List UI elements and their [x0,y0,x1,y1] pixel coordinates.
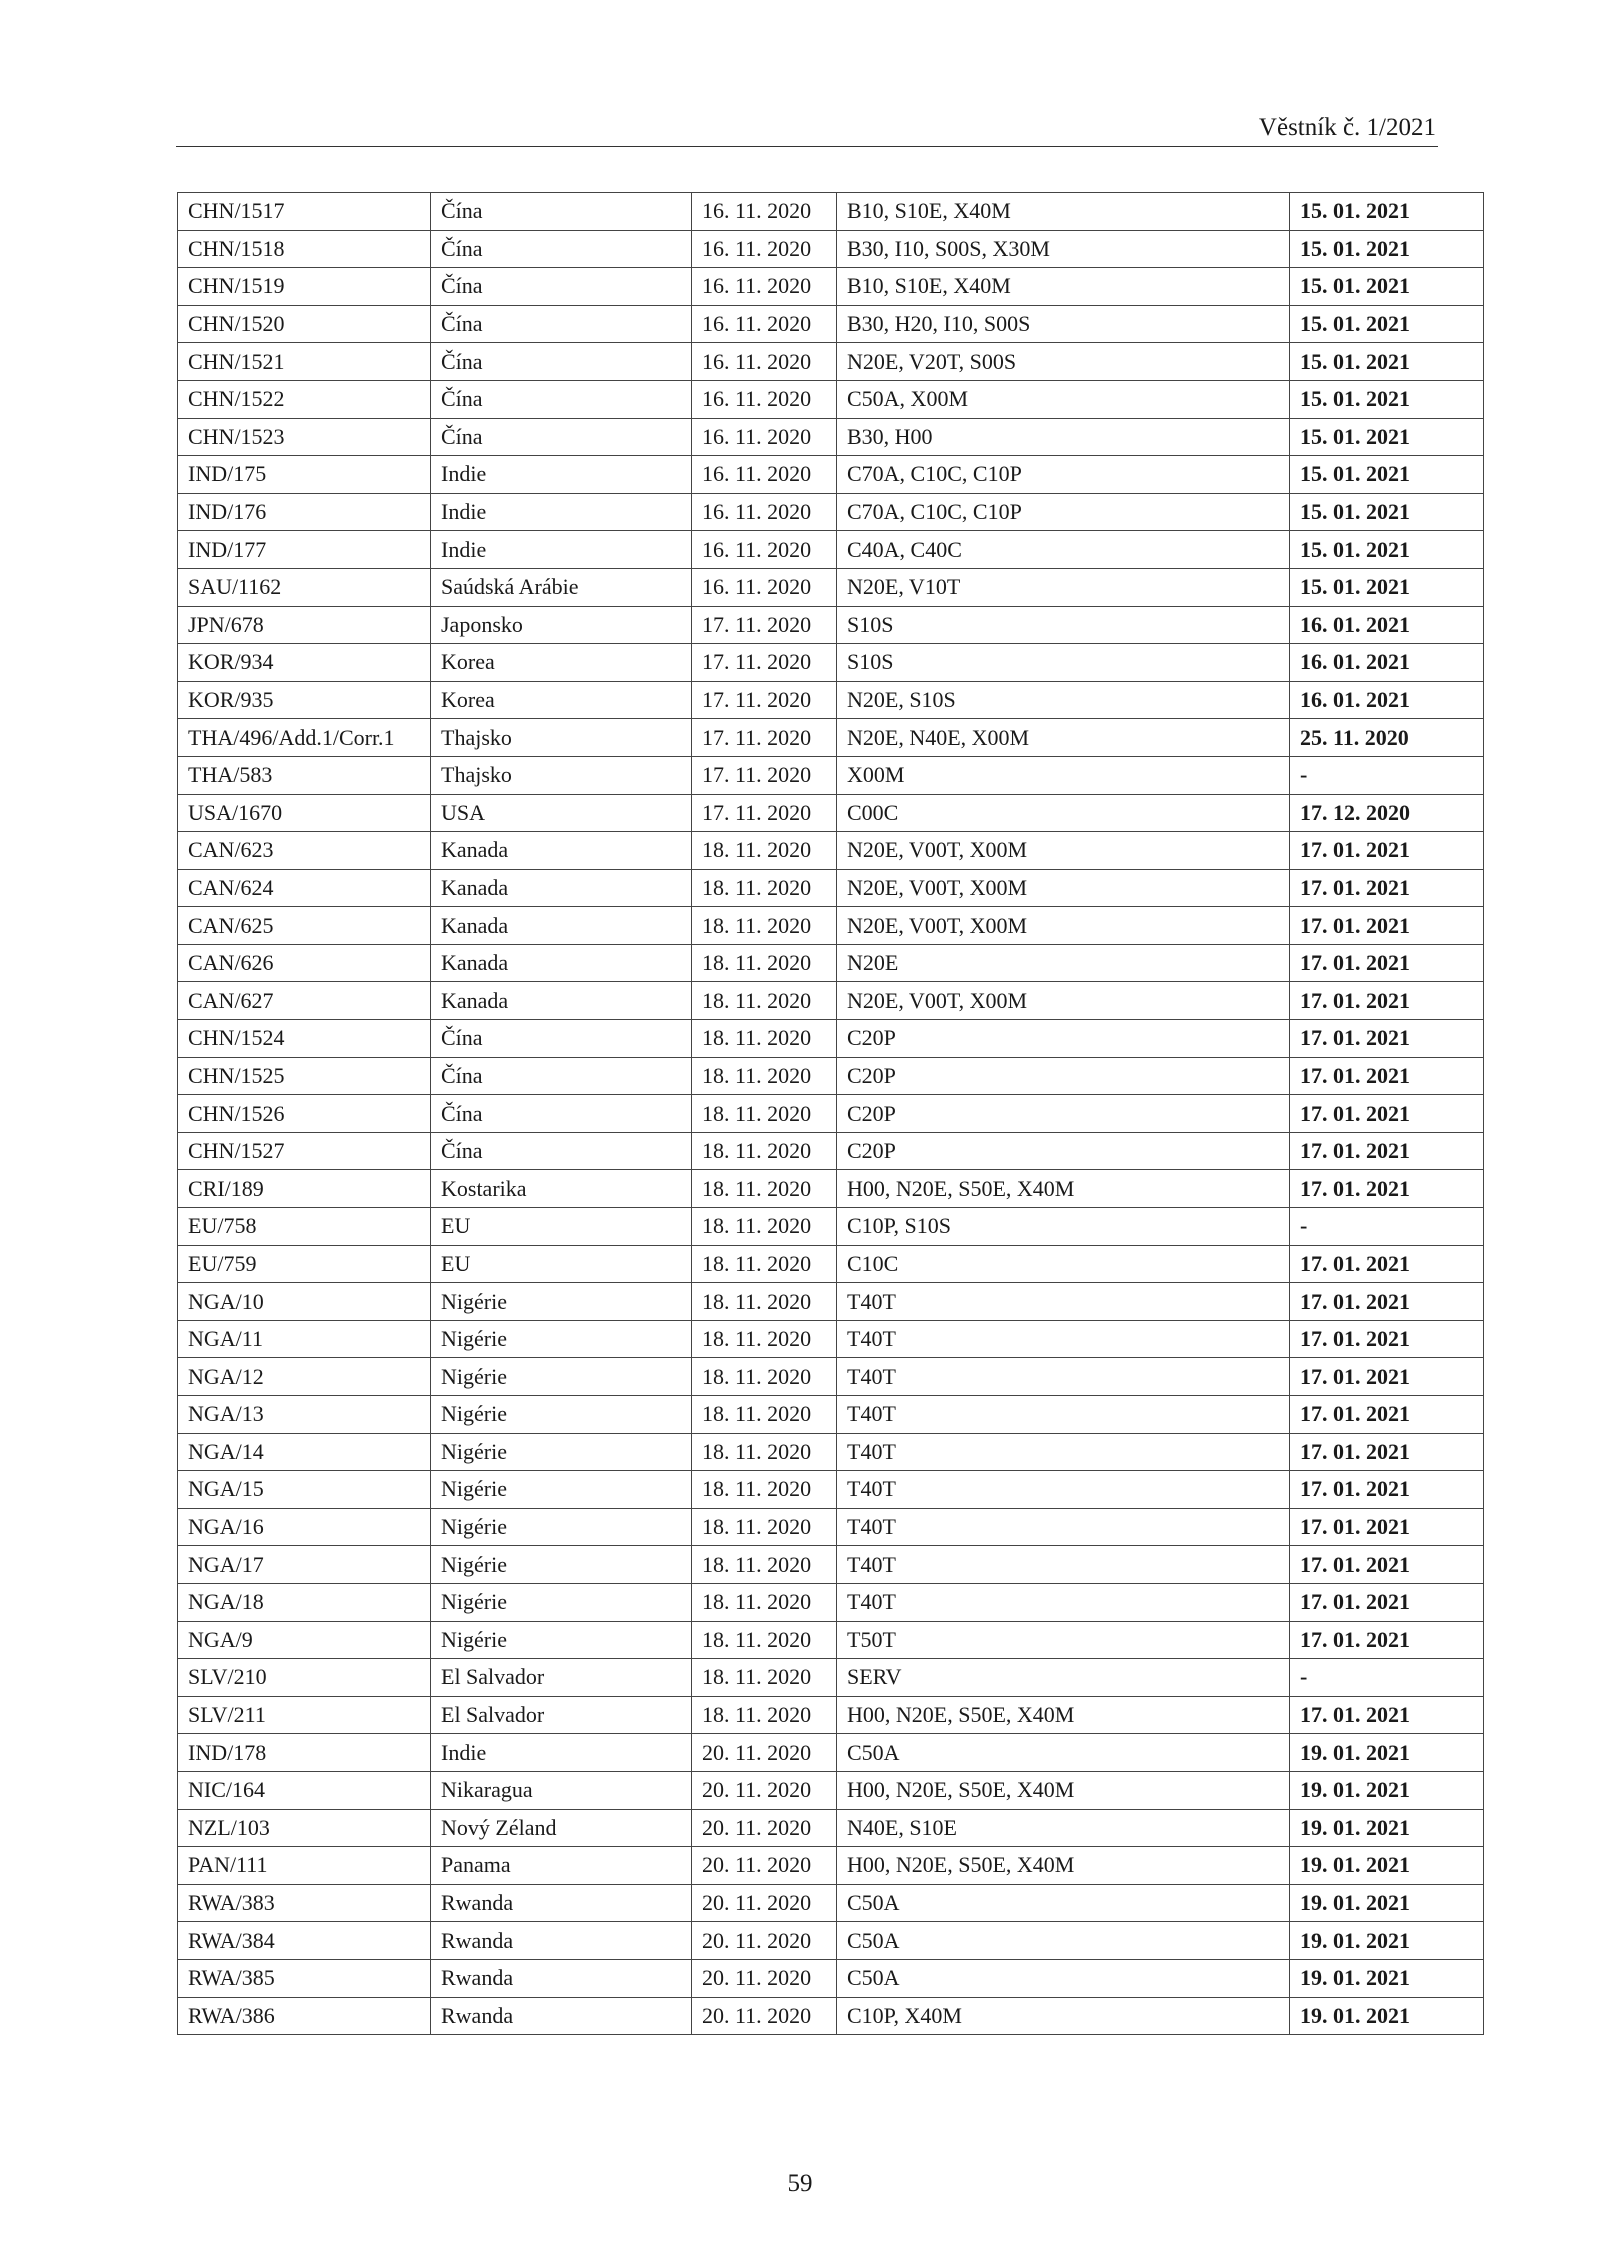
date-cell: 16. 11. 2020 [692,568,837,606]
type-codes-cell: N20E, V00T, X00M [837,832,1290,870]
country-cell: Rwanda [431,1922,692,1960]
country-cell: Nigérie [431,1358,692,1396]
deadline-cell: 17. 01. 2021 [1290,1696,1484,1734]
type-codes-cell: N20E, V10T [837,568,1290,606]
date-cell: 16. 11. 2020 [692,418,837,456]
date-cell: 16. 11. 2020 [692,531,837,569]
type-codes-cell: SERV [837,1659,1290,1697]
date-cell: 20. 11. 2020 [692,1997,837,2035]
type-codes-cell: T50T [837,1621,1290,1659]
deadline-cell: 17. 01. 2021 [1290,1320,1484,1358]
notification-code-cell: IND/177 [178,531,431,569]
table-row [178,944,1484,982]
country-cell: Nigérie [431,1320,692,1358]
notification-code-cell: NGA/12 [178,1358,431,1396]
country-cell: Korea [431,644,692,682]
table-row [178,907,1484,945]
table-row [178,1546,1484,1584]
table-row [178,794,1484,832]
date-cell: 16. 11. 2020 [692,456,837,494]
type-codes-cell: C40A, C40C [837,531,1290,569]
table-row [178,719,1484,757]
date-cell: 16. 11. 2020 [692,343,837,381]
date-cell: 16. 11. 2020 [692,380,837,418]
table-row [178,418,1484,456]
country-cell: Čína [431,1057,692,1095]
table-row [178,1997,1484,2035]
deadline-cell: 17. 01. 2021 [1290,869,1484,907]
table-row [178,1283,1484,1321]
deadline-cell: 19. 01. 2021 [1290,1922,1484,1960]
date-cell: 18. 11. 2020 [692,1396,837,1434]
deadline-cell: 17. 12. 2020 [1290,794,1484,832]
country-cell: EU [431,1208,692,1246]
date-cell: 18. 11. 2020 [692,1132,837,1170]
date-cell: 18. 11. 2020 [692,1320,837,1358]
table-row [178,1884,1484,1922]
deadline-cell: 19. 01. 2021 [1290,1847,1484,1885]
type-codes-cell: C00C [837,794,1290,832]
type-codes-cell: T40T [837,1471,1290,1509]
deadline-cell: 17. 01. 2021 [1290,1095,1484,1133]
date-cell: 18. 11. 2020 [692,1020,837,1058]
date-cell: 18. 11. 2020 [692,907,837,945]
notification-code-cell: CHN/1527 [178,1132,431,1170]
date-cell: 20. 11. 2020 [692,1884,837,1922]
deadline-cell: 17. 01. 2021 [1290,1471,1484,1509]
notification-code-cell: CHN/1525 [178,1057,431,1095]
country-cell: El Salvador [431,1696,692,1734]
type-codes-cell: N20E, N40E, X00M [837,719,1290,757]
table-row [178,1696,1484,1734]
date-cell: 20. 11. 2020 [692,1847,837,1885]
type-codes-cell: T40T [837,1283,1290,1321]
notification-code-cell: NGA/13 [178,1396,431,1434]
notification-code-cell: CAN/625 [178,907,431,945]
country-cell: Rwanda [431,1959,692,1997]
notification-code-cell: IND/178 [178,1734,431,1772]
deadline-cell: 15. 01. 2021 [1290,305,1484,343]
type-codes-cell: S10S [837,606,1290,644]
type-codes-cell: N20E, S10S [837,681,1290,719]
type-codes-cell: X00M [837,756,1290,794]
deadline-cell: 25. 11. 2020 [1290,719,1484,757]
date-cell: 16. 11. 2020 [692,230,837,268]
table-row [178,1132,1484,1170]
deadline-cell: 17. 01. 2021 [1290,907,1484,945]
country-cell: Nový Zéland [431,1809,692,1847]
deadline-cell: - [1290,1659,1484,1697]
notification-code-cell: CHN/1518 [178,230,431,268]
country-cell: Čína [431,1132,692,1170]
type-codes-cell: N20E [837,944,1290,982]
type-codes-cell: T40T [837,1508,1290,1546]
type-codes-cell: C20P [837,1132,1290,1170]
date-cell: 20. 11. 2020 [692,1809,837,1847]
notification-code-cell: NGA/16 [178,1508,431,1546]
type-codes-cell: N20E, V00T, X00M [837,869,1290,907]
country-cell: Korea [431,681,692,719]
country-cell: Indie [431,531,692,569]
date-cell: 18. 11. 2020 [692,1057,837,1095]
notifications-table [177,192,1484,2035]
notification-code-cell: KOR/935 [178,681,431,719]
table-row [178,681,1484,719]
notification-code-cell: IND/176 [178,493,431,531]
date-cell: 18. 11. 2020 [692,1095,837,1133]
country-cell: Nigérie [431,1283,692,1321]
country-cell: USA [431,794,692,832]
deadline-cell: 15. 01. 2021 [1290,268,1484,306]
table-row [178,606,1484,644]
deadline-cell: 16. 01. 2021 [1290,606,1484,644]
type-codes-cell: C70A, C10C, C10P [837,493,1290,531]
notification-code-cell: NGA/10 [178,1283,431,1321]
notification-code-cell: JPN/678 [178,606,431,644]
table-row [178,1170,1484,1208]
table-row [178,644,1484,682]
country-cell: Japonsko [431,606,692,644]
table-row [178,305,1484,343]
type-codes-cell: C10P, X40M [837,1997,1290,2035]
type-codes-cell: T40T [837,1358,1290,1396]
date-cell: 17. 11. 2020 [692,681,837,719]
type-codes-cell: S10S [837,644,1290,682]
table-row [178,1959,1484,1997]
table-row [178,1020,1484,1058]
country-cell: Panama [431,1847,692,1885]
notification-code-cell: KOR/934 [178,644,431,682]
deadline-cell: 15. 01. 2021 [1290,193,1484,231]
notification-code-cell: NGA/17 [178,1546,431,1584]
date-cell: 17. 11. 2020 [692,606,837,644]
deadline-cell: 17. 01. 2021 [1290,1508,1484,1546]
notification-code-cell: RWA/386 [178,1997,431,2035]
type-codes-cell: B10, S10E, X40M [837,193,1290,231]
table-row [178,568,1484,606]
country-cell: Rwanda [431,1884,692,1922]
notification-code-cell: NIC/164 [178,1771,431,1809]
country-cell: Saúdská Arábie [431,568,692,606]
type-codes-cell: N20E, V00T, X00M [837,982,1290,1020]
table-row [178,1358,1484,1396]
table-row [178,982,1484,1020]
notification-code-cell: CHN/1519 [178,268,431,306]
deadline-cell: 16. 01. 2021 [1290,681,1484,719]
deadline-cell: 15. 01. 2021 [1290,418,1484,456]
deadline-cell: 15. 01. 2021 [1290,531,1484,569]
date-cell: 18. 11. 2020 [692,1696,837,1734]
type-codes-cell: C20P [837,1020,1290,1058]
date-cell: 18. 11. 2020 [692,982,837,1020]
notification-code-cell: CHN/1520 [178,305,431,343]
notification-code-cell: CAN/627 [178,982,431,1020]
country-cell: Čína [431,380,692,418]
deadline-cell: 15. 01. 2021 [1290,343,1484,381]
deadline-cell: 17. 01. 2021 [1290,1132,1484,1170]
country-cell: Thajsko [431,756,692,794]
notification-code-cell: NGA/9 [178,1621,431,1659]
deadline-cell: 17. 01. 2021 [1290,1020,1484,1058]
table-row [178,1508,1484,1546]
notification-code-cell: CHN/1522 [178,380,431,418]
notification-code-cell: CHN/1517 [178,193,431,231]
country-cell: Indie [431,493,692,531]
country-cell: Čína [431,268,692,306]
date-cell: 18. 11. 2020 [692,1659,837,1697]
deadline-cell: 15. 01. 2021 [1290,380,1484,418]
deadline-cell: 19. 01. 2021 [1290,1771,1484,1809]
notification-code-cell: NGA/14 [178,1433,431,1471]
date-cell: 18. 11. 2020 [692,1583,837,1621]
type-codes-cell: C70A, C10C, C10P [837,456,1290,494]
notification-code-cell: CAN/626 [178,944,431,982]
deadline-cell: 17. 01. 2021 [1290,944,1484,982]
table-row [178,1245,1484,1283]
type-codes-cell: N20E, V20T, S00S [837,343,1290,381]
date-cell: 17. 11. 2020 [692,644,837,682]
date-cell: 20. 11. 2020 [692,1734,837,1772]
notification-code-cell: SAU/1162 [178,568,431,606]
table-row [178,1208,1484,1246]
page-header [176,112,1438,147]
date-cell: 20. 11. 2020 [692,1922,837,1960]
table-row [178,1095,1484,1133]
deadline-cell: 17. 01. 2021 [1290,982,1484,1020]
table-row [178,1771,1484,1809]
deadline-cell: 17. 01. 2021 [1290,1396,1484,1434]
date-cell: 18. 11. 2020 [692,1245,837,1283]
deadline-cell: 19. 01. 2021 [1290,1809,1484,1847]
date-cell: 16. 11. 2020 [692,305,837,343]
date-cell: 18. 11. 2020 [692,1358,837,1396]
date-cell: 18. 11. 2020 [692,1546,837,1584]
notification-code-cell: SLV/210 [178,1659,431,1697]
table-row [178,1396,1484,1434]
type-codes-cell: C50A [837,1922,1290,1960]
country-cell: Kanada [431,944,692,982]
type-codes-cell: T40T [837,1396,1290,1434]
type-codes-cell: B30, I10, S00S, X30M [837,230,1290,268]
notification-code-cell: EU/758 [178,1208,431,1246]
table-row [178,1734,1484,1772]
deadline-cell: 19. 01. 2021 [1290,1959,1484,1997]
country-cell: Čína [431,230,692,268]
notification-code-cell: CAN/623 [178,832,431,870]
table-row [178,268,1484,306]
table-row [178,1057,1484,1095]
table-row [178,1433,1484,1471]
notification-code-cell: NGA/11 [178,1320,431,1358]
country-cell: Čína [431,1020,692,1058]
date-cell: 17. 11. 2020 [692,756,837,794]
date-cell: 18. 11. 2020 [692,1283,837,1321]
notification-code-cell: CHN/1521 [178,343,431,381]
table-row [178,1583,1484,1621]
deadline-cell: 17. 01. 2021 [1290,1546,1484,1584]
notification-code-cell: RWA/385 [178,1959,431,1997]
deadline-cell: 17. 01. 2021 [1290,1283,1484,1321]
country-cell: Rwanda [431,1997,692,2035]
country-cell: Nikaragua [431,1771,692,1809]
notification-code-cell: CHN/1526 [178,1095,431,1133]
country-cell: Thajsko [431,719,692,757]
table-row [178,1659,1484,1697]
country-cell: Nigérie [431,1583,692,1621]
table-row [178,832,1484,870]
notification-code-cell: EU/759 [178,1245,431,1283]
country-cell: Kanada [431,869,692,907]
type-codes-cell: C20P [837,1057,1290,1095]
country-cell: EU [431,1245,692,1283]
table-row [178,1809,1484,1847]
table-row [178,343,1484,381]
table-row [178,1320,1484,1358]
notification-code-cell: CHN/1524 [178,1020,431,1058]
date-cell: 17. 11. 2020 [692,794,837,832]
deadline-cell: 19. 01. 2021 [1290,1734,1484,1772]
type-codes-cell: B30, H00 [837,418,1290,456]
notification-code-cell: NGA/15 [178,1471,431,1509]
notification-code-cell: RWA/383 [178,1884,431,1922]
country-cell: Čína [431,193,692,231]
deadline-cell: 19. 01. 2021 [1290,1997,1484,2035]
type-codes-cell: N40E, S10E [837,1809,1290,1847]
deadline-cell: 17. 01. 2021 [1290,1170,1484,1208]
date-cell: 16. 11. 2020 [692,193,837,231]
date-cell: 17. 11. 2020 [692,719,837,757]
country-cell: Indie [431,456,692,494]
date-cell: 18. 11. 2020 [692,832,837,870]
type-codes-cell: T40T [837,1583,1290,1621]
country-cell: Čína [431,305,692,343]
date-cell: 18. 11. 2020 [692,869,837,907]
notification-code-cell: NGA/18 [178,1583,431,1621]
country-cell: El Salvador [431,1659,692,1697]
type-codes-cell: C50A [837,1959,1290,1997]
country-cell: Čína [431,1095,692,1133]
deadline-cell: 19. 01. 2021 [1290,1884,1484,1922]
notification-code-cell: CRI/189 [178,1170,431,1208]
date-cell: 18. 11. 2020 [692,944,837,982]
country-cell: Kanada [431,982,692,1020]
deadline-cell: 17. 01. 2021 [1290,1358,1484,1396]
type-codes-cell: C10P, S10S [837,1208,1290,1246]
notification-code-cell: THA/583 [178,756,431,794]
country-cell: Kostarika [431,1170,692,1208]
journal-title: Věstník č. 1/2021 [1258,114,1436,141]
deadline-cell: 16. 01. 2021 [1290,644,1484,682]
deadline-cell: 15. 01. 2021 [1290,456,1484,494]
deadline-cell: 17. 01. 2021 [1290,1057,1484,1095]
type-codes-cell: T40T [837,1433,1290,1471]
date-cell: 18. 11. 2020 [692,1621,837,1659]
country-cell: Nigérie [431,1546,692,1584]
type-codes-cell: T40T [837,1320,1290,1358]
type-codes-cell: C10C [837,1245,1290,1283]
deadline-cell: 15. 01. 2021 [1290,493,1484,531]
date-cell: 18. 11. 2020 [692,1170,837,1208]
table-row [178,380,1484,418]
type-codes-cell: C20P [837,1095,1290,1133]
country-cell: Nigérie [431,1508,692,1546]
country-cell: Nigérie [431,1433,692,1471]
deadline-cell: - [1290,1208,1484,1246]
notification-code-cell: SLV/211 [178,1696,431,1734]
date-cell: 20. 11. 2020 [692,1771,837,1809]
type-codes-cell: C50A [837,1734,1290,1772]
country-cell: Čína [431,418,692,456]
date-cell: 18. 11. 2020 [692,1471,837,1509]
table-row [178,230,1484,268]
type-codes-cell: T40T [837,1546,1290,1584]
date-cell: 16. 11. 2020 [692,268,837,306]
table-row [178,1471,1484,1509]
deadline-cell: 17. 01. 2021 [1290,1583,1484,1621]
table-row [178,193,1484,231]
notification-code-cell: PAN/111 [178,1847,431,1885]
deadline-cell: 17. 01. 2021 [1290,1621,1484,1659]
table-row [178,756,1484,794]
table-row [178,1922,1484,1960]
table-row [178,1847,1484,1885]
date-cell: 18. 11. 2020 [692,1508,837,1546]
notification-code-cell: CHN/1523 [178,418,431,456]
deadline-cell: 17. 01. 2021 [1290,832,1484,870]
type-codes-cell: H00, N20E, S50E, X40M [837,1771,1290,1809]
deadline-cell: 15. 01. 2021 [1290,568,1484,606]
country-cell: Nigérie [431,1471,692,1509]
deadline-cell: 15. 01. 2021 [1290,230,1484,268]
country-cell: Kanada [431,832,692,870]
type-codes-cell: B10, S10E, X40M [837,268,1290,306]
date-cell: 18. 11. 2020 [692,1433,837,1471]
deadline-cell: 17. 01. 2021 [1290,1433,1484,1471]
table-row [178,456,1484,494]
table-row [178,869,1484,907]
type-codes-cell: C50A [837,1884,1290,1922]
table-body [178,193,1484,2035]
date-cell: 18. 11. 2020 [692,1208,837,1246]
table-row [178,493,1484,531]
country-cell: Nigérie [431,1621,692,1659]
date-cell: 20. 11. 2020 [692,1959,837,1997]
notification-code-cell: RWA/384 [178,1922,431,1960]
table-row [178,1621,1484,1659]
type-codes-cell: B30, H20, I10, S00S [837,305,1290,343]
type-codes-cell: N20E, V00T, X00M [837,907,1290,945]
type-codes-cell: C50A, X00M [837,380,1290,418]
notification-code-cell: THA/496/Add.1/Corr.1 [178,719,431,757]
deadline-cell: - [1290,756,1484,794]
notification-code-cell: CAN/624 [178,869,431,907]
deadline-cell: 17. 01. 2021 [1290,1245,1484,1283]
type-codes-cell: H00, N20E, S50E, X40M [837,1696,1290,1734]
page-number: 59 [787,2170,813,2197]
type-codes-cell: H00, N20E, S50E, X40M [837,1847,1290,1885]
country-cell: Čína [431,343,692,381]
country-cell: Kanada [431,907,692,945]
country-cell: Nigérie [431,1396,692,1434]
country-cell: Indie [431,1734,692,1772]
notification-code-cell: IND/175 [178,456,431,494]
notification-code-cell: NZL/103 [178,1809,431,1847]
notification-code-cell: USA/1670 [178,794,431,832]
table-row [178,531,1484,569]
date-cell: 16. 11. 2020 [692,493,837,531]
type-codes-cell: H00, N20E, S50E, X40M [837,1170,1290,1208]
